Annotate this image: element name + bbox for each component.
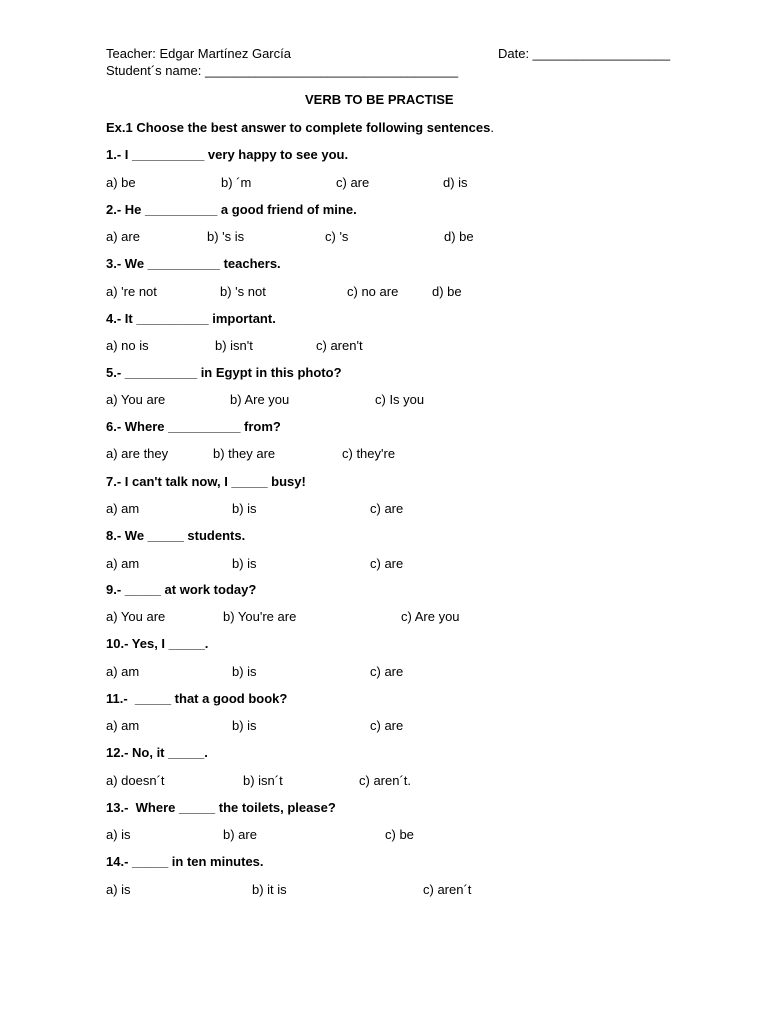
question-number: 4.- — [106, 311, 122, 326]
date-field: Date: ___________________ — [498, 46, 671, 61]
question-6 — [106, 419, 281, 434]
option: a) are they — [106, 446, 169, 461]
question-4 — [106, 311, 276, 326]
question-3 — [106, 256, 281, 271]
option: a) is — [106, 882, 131, 897]
option: c) aren't — [316, 338, 363, 353]
question-number: 13.- — [106, 800, 129, 815]
option: b) ´m — [221, 175, 252, 190]
instruction-period: . — [490, 120, 494, 135]
option: b) 's is — [207, 229, 245, 244]
option: b) is — [232, 556, 257, 571]
question-number: 10.- — [106, 636, 129, 651]
option: a) You are — [106, 609, 166, 624]
option: b) are — [223, 827, 257, 842]
option: c) they're — [342, 446, 396, 461]
option: d) be — [432, 284, 462, 299]
option: c) be — [385, 827, 414, 842]
option: d) is — [443, 175, 468, 190]
question-1 — [106, 147, 348, 162]
option: c) are — [370, 501, 404, 516]
option: c) are — [336, 175, 370, 190]
question-number: 2.- — [106, 202, 122, 217]
question-7 — [106, 474, 306, 489]
question-8 — [106, 528, 245, 543]
teacher-name: Teacher: Edgar Martínez García — [106, 46, 291, 61]
option: c) aren´t — [423, 882, 472, 897]
option: a) am — [106, 664, 140, 679]
option: c) Are you — [401, 609, 460, 624]
question-text: Where __________ from? — [121, 419, 281, 434]
question-10 — [106, 636, 208, 651]
question-number: 9.- — [106, 582, 122, 597]
option: b) it is — [252, 882, 287, 897]
question-14 — [106, 854, 264, 869]
option: d) be — [444, 229, 474, 244]
question-text: He __________ a good friend of mine. — [121, 202, 357, 217]
option: a) You are — [106, 392, 166, 407]
question-number: 3.- — [106, 256, 122, 271]
option: b) You're are — [223, 609, 297, 624]
question-9 — [106, 582, 256, 597]
option: c) are — [370, 556, 404, 571]
option: b) 's not — [220, 284, 266, 299]
question-text: I __________ very happy to see you. — [121, 147, 349, 162]
question-text: Yes, I _____. — [128, 636, 209, 651]
question-text: I can't talk now, I _____ busy! — [121, 474, 306, 489]
option: b) is — [232, 501, 257, 516]
question-text: We __________ teachers. — [121, 256, 281, 271]
question-number: 7.- — [106, 474, 122, 489]
option: a) am — [106, 718, 140, 733]
option: a) be — [106, 175, 136, 190]
option: a) no is — [106, 338, 149, 353]
question-12 — [106, 745, 208, 760]
option: a) are — [106, 229, 140, 244]
question-text: _____ in ten minutes. — [128, 854, 264, 869]
option: b) isn´t — [243, 773, 283, 788]
page-title: VERB TO BE PRACTISE — [305, 92, 454, 107]
question-text: _____ that a good book? — [127, 691, 288, 706]
question-number: 5.- — [106, 365, 122, 380]
option: c) are — [370, 718, 404, 733]
question-text: We _____ students. — [121, 528, 246, 543]
question-number: 11.- — [106, 691, 128, 706]
exercise-instruction — [106, 120, 494, 135]
option: a) is — [106, 827, 131, 842]
question-number: 14.- — [106, 854, 129, 869]
student-name-field: Student´s name: ___________________________________ — [106, 63, 459, 78]
question-text: __________ in Egypt in this photo? — [121, 365, 342, 380]
option: b) Are you — [230, 392, 290, 407]
option: b) is — [232, 718, 257, 733]
option: c) are — [370, 664, 404, 679]
question-number: 1.- — [106, 147, 122, 162]
question-text: It __________ important. — [121, 311, 276, 326]
option: c) no are — [347, 284, 399, 299]
option: a) doesn´t — [106, 773, 165, 788]
question-number: 6.- — [106, 419, 122, 434]
question-number: 12.- — [106, 745, 129, 760]
question-text: _____ at work today? — [121, 582, 257, 597]
option: c) 's — [325, 229, 349, 244]
question-2 — [106, 202, 357, 217]
option: c) Is you — [375, 392, 425, 407]
option: a) am — [106, 501, 140, 516]
question-13 — [106, 800, 336, 815]
question-text: No, it _____. — [128, 745, 208, 760]
option: a) am — [106, 556, 140, 571]
option: a) 're not — [106, 284, 157, 299]
question-11 — [106, 691, 287, 706]
option: c) aren´t. — [359, 773, 412, 788]
instruction-text: Ex.1 Choose the best answer to complete following sentences — [106, 120, 491, 135]
question-5 — [106, 365, 342, 380]
question-number: 8.- — [106, 528, 122, 543]
question-text: Where _____ the toilets, please? — [128, 800, 336, 815]
option: b) isn't — [215, 338, 253, 353]
option: b) they are — [213, 446, 276, 461]
option: b) is — [232, 664, 257, 679]
